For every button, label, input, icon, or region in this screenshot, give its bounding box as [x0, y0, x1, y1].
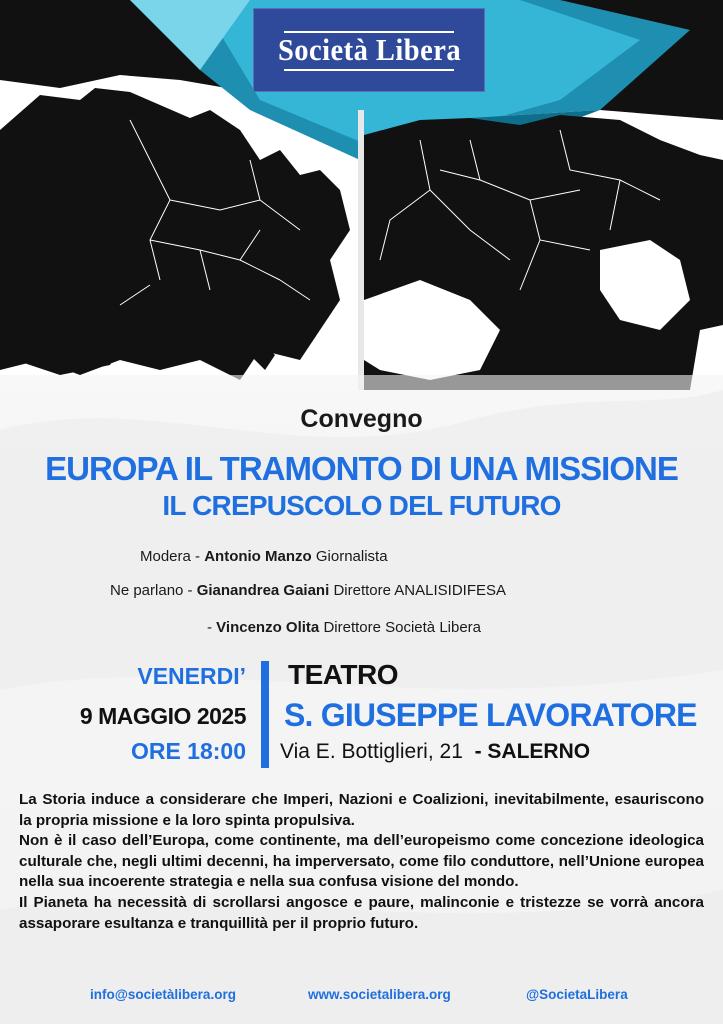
- speaker-name: Antonio Manzo: [204, 548, 312, 565]
- footer-contacts: [0, 987, 723, 1007]
- venue-address: Via E. Bottiglieri, 21: [280, 740, 463, 763]
- event-title-line1: EUROPA IL TRAMONTO DI UNA MISSIONE: [45, 450, 678, 487]
- speaker-role: Ne parlano -: [110, 582, 193, 599]
- speaker-name: Gianandrea Gaiani: [196, 582, 330, 599]
- footer-social-link[interactable]: @SocietaLibera: [526, 987, 628, 1002]
- description-paragraph: La Storia induce a considerare che Imperi, Nazioni e Coalizioni, inevitabilmente, esauriscono la propria missione e la loro spinta propulsiva.: [19, 791, 704, 829]
- europe-map-banner: [0, 0, 723, 390]
- brand-logo: [253, 8, 485, 92]
- event-time: ORE 18:00: [130, 738, 246, 764]
- description-paragraph: Il Pianeta ha necessità di scrollarsi angosce e paure, malinconie e tristezze se vorrà ancora assaporare esultanza e tranquillità per il proprio futuro.: [19, 893, 704, 932]
- speaker-role: -: [207, 619, 212, 636]
- speaker-title: Giornalista: [315, 548, 388, 565]
- logo-text: Società Libera: [277, 32, 461, 67]
- description-paragraph: Non è il caso dell’Europa, come continente, ma dell’europeismo come concezione ideologica culturale che, negli ultimi decenni, ha imperversato, come filo conduttore, nell’Unione europea nella sua incoerente strategia e nella sua confusa visione del mondo.: [19, 832, 704, 891]
- speaker-title: Direttore ANALISIDIFESA: [333, 582, 506, 599]
- venue-label: TEATRO: [288, 659, 399, 690]
- footer-email-link[interactable]: info@societàlibera.org: [90, 987, 236, 1002]
- speaker-role: Modera -: [140, 548, 201, 565]
- speaker-row-moderator: [140, 548, 388, 565]
- venue-address-line: [280, 740, 590, 764]
- venue-city: - SALERNO: [474, 740, 591, 763]
- event-type: Convegno: [300, 405, 423, 433]
- divider-bar: [261, 661, 269, 768]
- speaker-row-panelist-2: [207, 619, 481, 636]
- event-day: VENERDI’: [137, 663, 246, 689]
- event-title-line2: IL CREPUSCOLO DEL FUTURO: [162, 490, 561, 521]
- speaker-name: Vincenzo Olita: [216, 619, 320, 636]
- speaker-title: Direttore Società Libera: [323, 619, 482, 636]
- event-description: [19, 790, 704, 934]
- venue-name: S. GIUSEPPE LAVORATORE: [284, 697, 697, 733]
- logo-rule-bottom: [284, 69, 454, 71]
- footer-website-link[interactable]: www.societalibera.org: [308, 987, 451, 1002]
- event-date: 9 MAGGIO 2025: [79, 703, 246, 729]
- speaker-row-panelist-1: [110, 582, 506, 599]
